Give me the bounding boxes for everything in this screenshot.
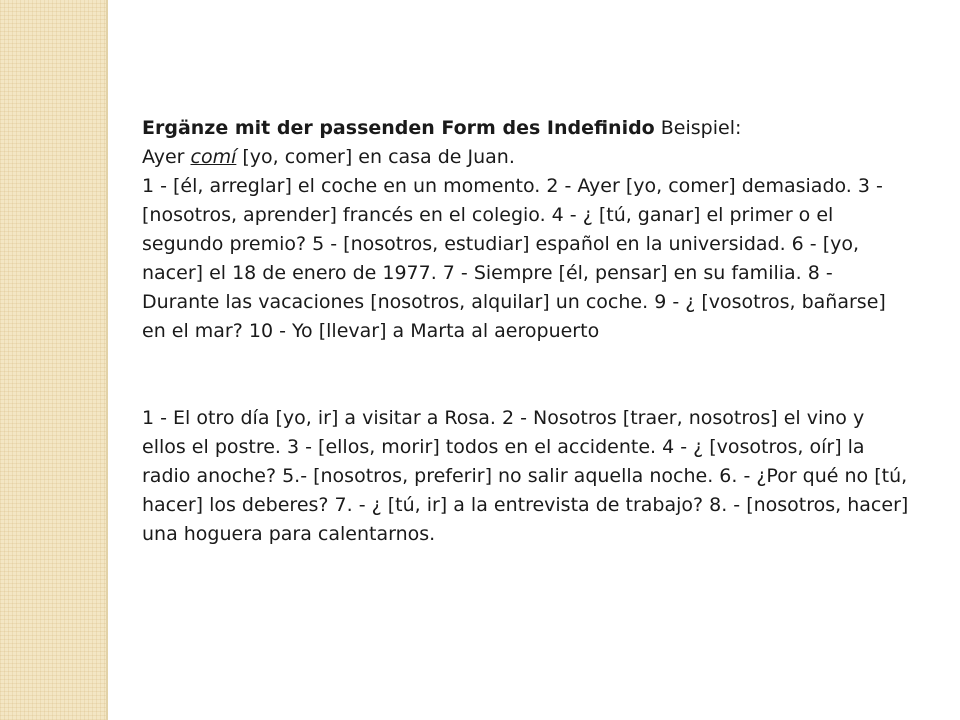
example-after: [yo, comer] en casa de Juan.: [236, 146, 515, 168]
exercise-block-1: [142, 114, 912, 346]
exercise-block-2: [142, 404, 912, 549]
side-band-edge: [106, 0, 108, 720]
decorative-side-band: [0, 0, 106, 720]
exercise-heading: Ergänze mit der passenden Form des Indefinido: [142, 117, 655, 139]
exercise-part-1: 1 - [él, arreglar] el coche en un momento. 2 - Ayer [yo, comer] demasiado. 3 - [nosotros, aprender] francés en el colegio. 4 - ¿ [tú, ganar] el primer o el segundo premio? 5 - [nosotros, estudiar] español en la universidad. 6 - [yo, nacer] el 18 de enero de 1977. 7 - Siempre [él, pensar] en su familia. 8 - Durante las vacaciones [nosotros, alquilar] un coche. 9 - ¿ [vosotros, bañarse] en el mar? 10 - Yo [llevar] a Marta al aeropuerto: [142, 175, 886, 342]
example-word: comí: [190, 146, 237, 168]
example-before: Ayer: [142, 146, 191, 168]
exercise-content: [142, 114, 912, 549]
exercise-part-2: 1 - El otro día [yo, ir] a visitar a Rosa. 2 - Nosotros [traer, nosotros] el vino y ellos el postre. 3 - [ellos, morir] todos en el accidente. 4 - ¿ [vosotros, oír] la radio anoche? 5.- [nosotros, preferir] no salir aquella noche. 6. - ¿Por qué no [tú, hacer] los deberes? 7. - ¿ [tú, ir] a la entrevista de trabajo? 8. - [nosotros, hacer] una hoguera para calentarnos.: [142, 407, 909, 545]
example-sentence: [142, 143, 912, 172]
exercise-instruction: [142, 114, 912, 143]
example-label: Beispiel:: [654, 117, 742, 139]
